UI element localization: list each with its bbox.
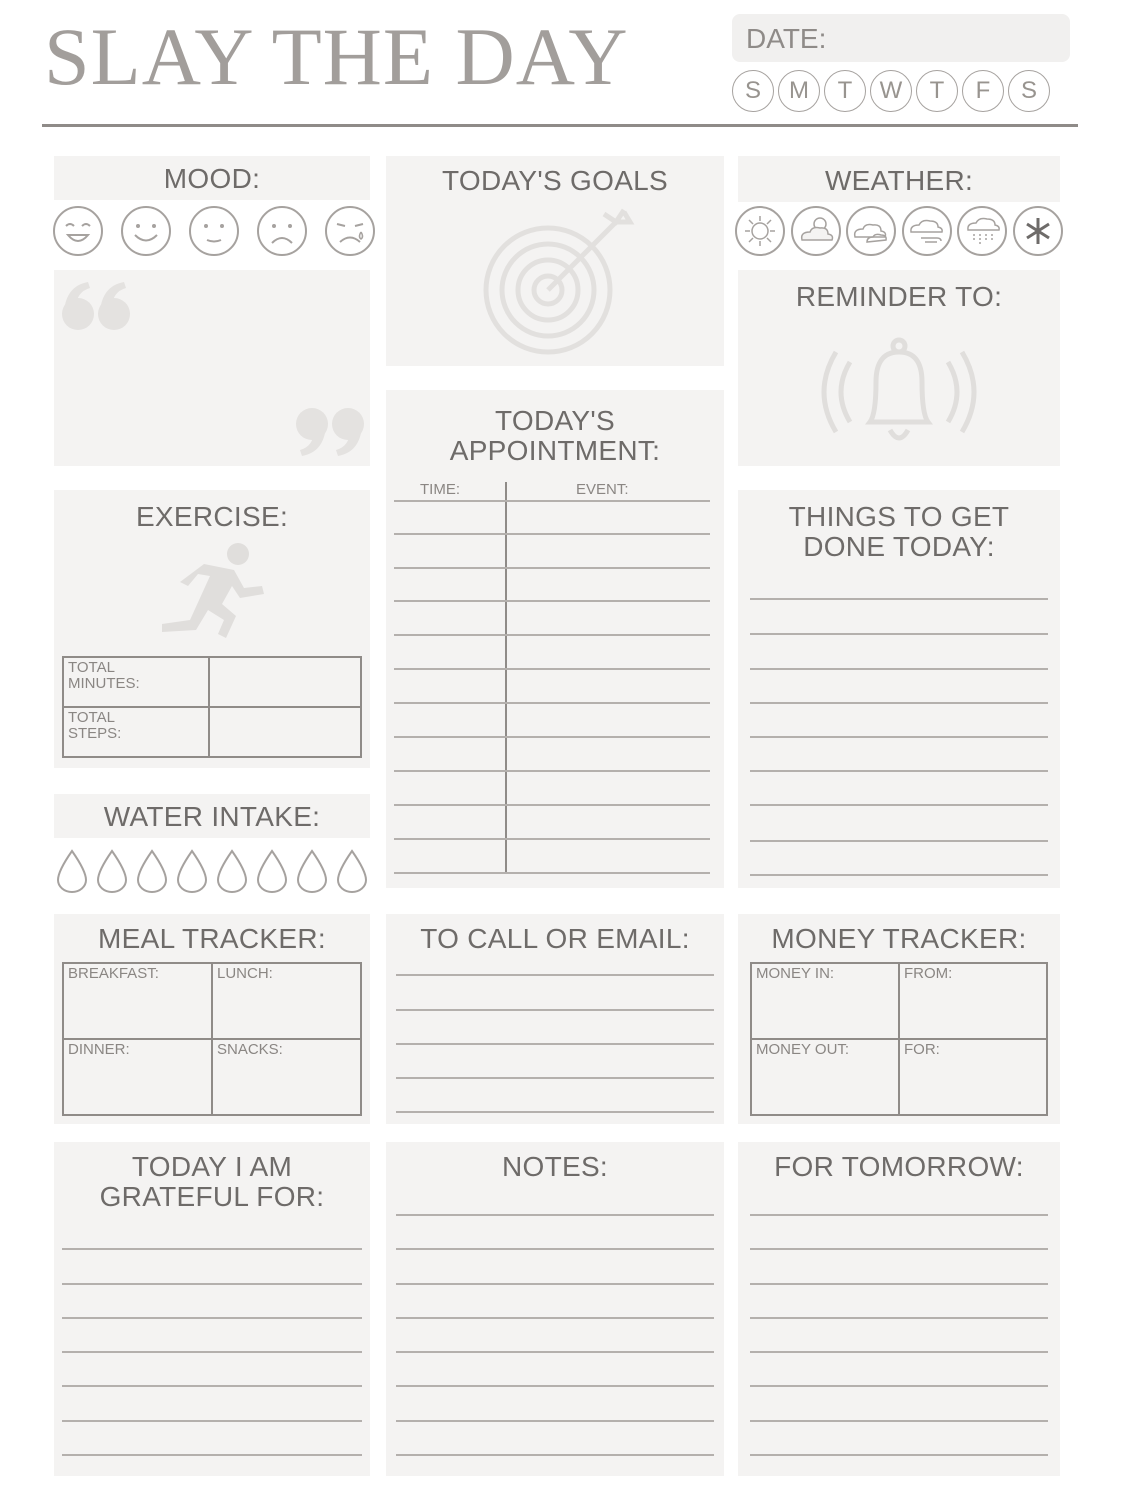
money-in-label: MONEY IN: bbox=[756, 965, 835, 982]
exercise-panel bbox=[54, 490, 370, 768]
tomorrow-line[interactable] bbox=[750, 1454, 1048, 1456]
water-drop-icon[interactable] bbox=[296, 848, 328, 894]
meal-tracker-panel bbox=[54, 914, 370, 1124]
call-email-line[interactable] bbox=[396, 974, 714, 976]
notes-line[interactable] bbox=[396, 1283, 714, 1285]
grateful-line[interactable] bbox=[62, 1454, 362, 1456]
quote-panel[interactable] bbox=[54, 270, 370, 466]
tomorrow-line[interactable] bbox=[750, 1420, 1048, 1422]
notes-line[interactable] bbox=[396, 1420, 714, 1422]
dinner-cell[interactable] bbox=[63, 1039, 212, 1115]
tomorrow-line[interactable] bbox=[750, 1317, 1048, 1319]
water-drop-icon[interactable] bbox=[136, 848, 168, 894]
day-sunday[interactable]: S bbox=[732, 70, 774, 112]
cloudy-icon[interactable] bbox=[845, 204, 897, 258]
time-column-header: TIME: bbox=[420, 481, 460, 498]
grateful-line[interactable] bbox=[62, 1420, 362, 1422]
money-in-cell[interactable] bbox=[751, 963, 899, 1039]
crying-face-icon[interactable] bbox=[324, 204, 376, 258]
todo-label-line1: THINGS TO GET bbox=[788, 501, 1010, 532]
smiling-face-icon[interactable] bbox=[120, 204, 172, 258]
appointment-row-line[interactable] bbox=[394, 702, 710, 704]
partly-cloudy-icon[interactable] bbox=[790, 204, 842, 258]
tomorrow-line[interactable] bbox=[750, 1283, 1048, 1285]
weather-selector bbox=[734, 204, 1064, 260]
money-table bbox=[750, 962, 1048, 1116]
notes-line[interactable] bbox=[396, 1214, 714, 1216]
rain-icon[interactable] bbox=[956, 204, 1008, 258]
day-wednesday[interactable]: W bbox=[870, 70, 912, 112]
snacks-cell[interactable] bbox=[212, 1039, 361, 1115]
exercise-label: EXERCISE: bbox=[135, 501, 289, 532]
notes-label: NOTES: bbox=[501, 1151, 609, 1182]
for-label: FOR: bbox=[904, 1041, 940, 1058]
appointment-row-line[interactable] bbox=[394, 533, 710, 535]
notes-line[interactable] bbox=[396, 1317, 714, 1319]
money-out-cell[interactable] bbox=[751, 1039, 899, 1115]
appointment-label-line2: APPOINTMENT: bbox=[449, 435, 661, 466]
snow-icon[interactable] bbox=[1012, 204, 1064, 258]
grateful-label-line1: TODAY I AM bbox=[131, 1151, 293, 1182]
appointment-row-line[interactable] bbox=[394, 804, 710, 806]
water-drop-icon[interactable] bbox=[176, 848, 208, 894]
day-monday[interactable]: M bbox=[778, 70, 820, 112]
day-thursday[interactable]: T bbox=[916, 70, 958, 112]
mood-selector bbox=[52, 204, 376, 260]
water-drop-icon[interactable] bbox=[216, 848, 248, 894]
water-drop-icon[interactable] bbox=[336, 848, 368, 894]
close-quote-icon bbox=[290, 402, 366, 462]
appointment-label-line1: TODAY'S bbox=[495, 405, 615, 436]
page-title: SLAY THE DAY bbox=[44, 11, 629, 102]
from-cell[interactable] bbox=[899, 963, 1047, 1039]
day-tuesday[interactable]: T bbox=[824, 70, 866, 112]
todo-line[interactable] bbox=[750, 633, 1048, 635]
open-quote-icon bbox=[60, 276, 136, 336]
date-field[interactable] bbox=[732, 14, 1070, 62]
neutral-face-icon[interactable] bbox=[188, 204, 240, 258]
dinner-label: DINNER: bbox=[68, 1041, 130, 1058]
appointment-row-line[interactable] bbox=[394, 668, 710, 670]
header-divider bbox=[42, 124, 1078, 127]
money-out-label: MONEY OUT: bbox=[756, 1041, 850, 1058]
exercise-totals-table bbox=[62, 656, 362, 758]
target-icon bbox=[480, 204, 640, 356]
notes-line[interactable] bbox=[396, 1385, 714, 1387]
runner-icon bbox=[152, 542, 268, 642]
appointment-panel bbox=[386, 390, 724, 888]
tomorrow-label: FOR TOMORROW: bbox=[774, 1151, 1024, 1182]
goals-label: TODAY'S GOALS bbox=[441, 165, 669, 196]
grateful-line[interactable] bbox=[62, 1283, 362, 1285]
todo-line[interactable] bbox=[750, 874, 1048, 876]
tomorrow-line[interactable] bbox=[750, 1214, 1048, 1216]
reminder-panel[interactable] bbox=[738, 270, 1060, 466]
appointment-row-line[interactable] bbox=[394, 600, 710, 602]
from-label: FROM: bbox=[904, 965, 953, 982]
for-cell[interactable] bbox=[899, 1039, 1047, 1115]
time-event-divider bbox=[505, 482, 507, 874]
grateful-line[interactable] bbox=[62, 1248, 362, 1250]
money-tracker-label: MONEY TRACKER: bbox=[771, 923, 1027, 954]
call-email-panel bbox=[386, 914, 724, 1124]
meal-table bbox=[62, 962, 362, 1116]
meal-tracker-label: MEAL TRACKER: bbox=[98, 923, 326, 954]
laughing-face-icon[interactable] bbox=[52, 204, 104, 258]
call-email-line[interactable] bbox=[396, 1111, 714, 1113]
goals-panel[interactable] bbox=[386, 156, 724, 366]
sad-face-icon[interactable] bbox=[256, 204, 308, 258]
grateful-line[interactable] bbox=[62, 1317, 362, 1319]
appointment-row-line[interactable] bbox=[394, 770, 710, 772]
water-drops bbox=[56, 848, 368, 896]
todo-line[interactable] bbox=[750, 598, 1048, 600]
windy-icon[interactable] bbox=[901, 204, 953, 258]
todo-line[interactable] bbox=[750, 736, 1048, 738]
event-column-header: EVENT: bbox=[576, 481, 629, 498]
notes-line[interactable] bbox=[396, 1351, 714, 1353]
total-minutes-label: TOTAL MINUTES: bbox=[63, 657, 209, 707]
day-friday[interactable]: F bbox=[962, 70, 1004, 112]
todo-line[interactable] bbox=[750, 668, 1048, 670]
water-drop-icon[interactable] bbox=[56, 848, 88, 894]
appointment-row-line[interactable] bbox=[394, 634, 710, 636]
call-email-label: TO CALL OR EMAIL: bbox=[420, 923, 690, 954]
total-steps-field[interactable] bbox=[209, 707, 361, 757]
total-steps-label: TOTAL STEPS: bbox=[63, 707, 209, 757]
weather-header-panel bbox=[738, 156, 1060, 202]
mood-label: MOOD: bbox=[163, 163, 261, 194]
tomorrow-line[interactable] bbox=[750, 1248, 1048, 1250]
breakfast-label: BREAKFAST: bbox=[68, 965, 159, 982]
todo-line[interactable] bbox=[750, 840, 1048, 842]
notes-line[interactable] bbox=[396, 1248, 714, 1250]
sun-icon[interactable] bbox=[734, 204, 786, 258]
weather-label: WEATHER: bbox=[824, 165, 974, 196]
date-label: DATE: bbox=[746, 23, 827, 54]
todo-line[interactable] bbox=[750, 804, 1048, 806]
appointment-row-line[interactable] bbox=[394, 567, 710, 569]
tomorrow-line[interactable] bbox=[750, 1385, 1048, 1387]
snacks-label: SNACKS: bbox=[217, 1041, 283, 1058]
water-drop-icon[interactable] bbox=[256, 848, 288, 894]
tomorrow-panel bbox=[738, 1142, 1060, 1476]
day-of-week-selector bbox=[732, 70, 1072, 116]
water-header-panel bbox=[54, 794, 370, 838]
day-saturday[interactable]: S bbox=[1008, 70, 1050, 112]
notes-panel bbox=[386, 1142, 724, 1476]
todo-label-line2: DONE TODAY: bbox=[803, 531, 995, 562]
appointment-row-line[interactable] bbox=[394, 872, 710, 874]
grateful-line[interactable] bbox=[62, 1351, 362, 1353]
appointment-row-line[interactable] bbox=[394, 500, 710, 502]
total-minutes-field[interactable] bbox=[209, 657, 361, 707]
lunch-cell[interactable] bbox=[212, 963, 361, 1039]
water-label: WATER INTAKE: bbox=[103, 801, 321, 832]
grateful-line[interactable] bbox=[62, 1385, 362, 1387]
call-email-line[interactable] bbox=[396, 1077, 714, 1079]
notes-line[interactable] bbox=[396, 1454, 714, 1456]
appointment-row-line[interactable] bbox=[394, 838, 710, 840]
appointment-row-line[interactable] bbox=[394, 736, 710, 738]
grateful-panel bbox=[54, 1142, 370, 1476]
tomorrow-line[interactable] bbox=[750, 1351, 1048, 1353]
call-email-line[interactable] bbox=[396, 1043, 714, 1045]
todo-panel bbox=[738, 490, 1060, 888]
breakfast-cell[interactable] bbox=[63, 963, 212, 1039]
mood-header-panel bbox=[54, 156, 370, 200]
reminder-label: REMINDER TO: bbox=[795, 281, 1003, 312]
bell-icon bbox=[814, 326, 984, 454]
money-tracker-panel bbox=[738, 914, 1060, 1124]
call-email-line[interactable] bbox=[396, 1009, 714, 1011]
lunch-label: LUNCH: bbox=[217, 965, 273, 982]
todo-line[interactable] bbox=[750, 702, 1048, 704]
todo-line[interactable] bbox=[750, 770, 1048, 772]
water-drop-icon[interactable] bbox=[96, 848, 128, 894]
grateful-label-line2: GRATEFUL FOR: bbox=[99, 1181, 325, 1212]
